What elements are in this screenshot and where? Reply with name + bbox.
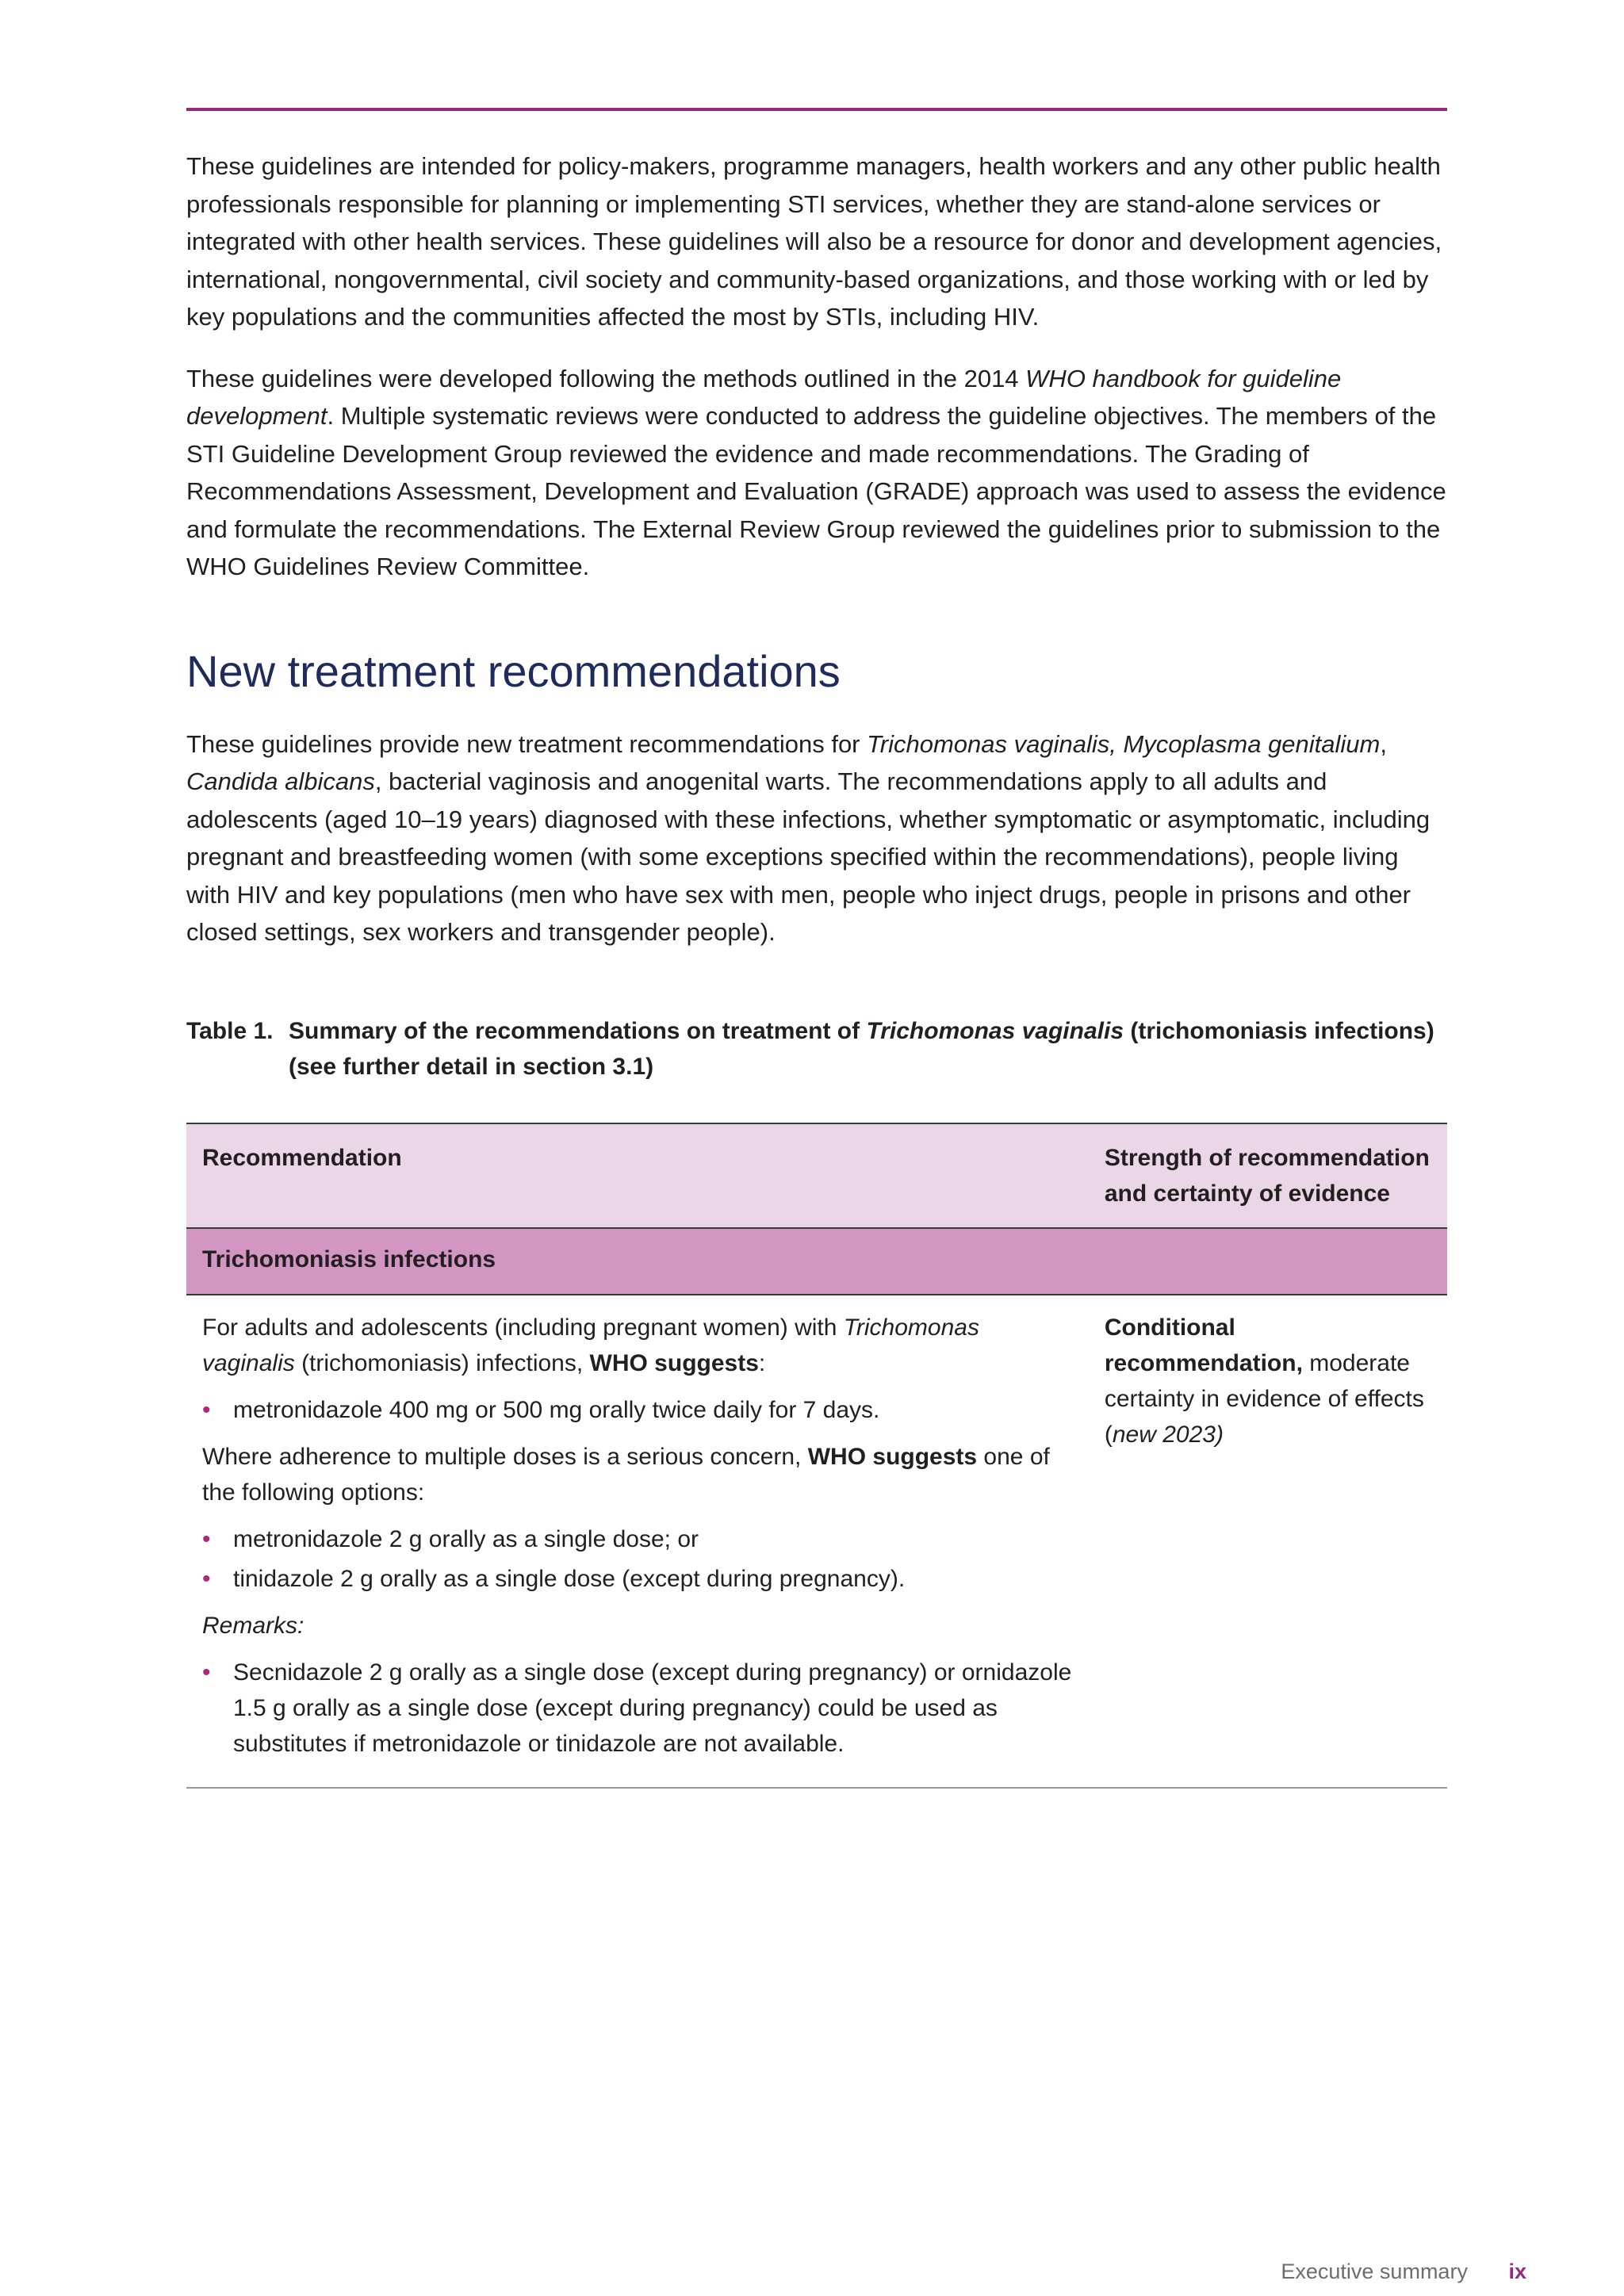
strength-cell: Conditional recommendation, moderate certainty in evidence of effects (new 2023): [1089, 1295, 1447, 1788]
page-content: [186, 147, 1447, 1789]
top-rule: [186, 108, 1447, 111]
table-label: Table 1.: [186, 1017, 274, 1044]
section-heading: New treatment recommendations: [186, 645, 841, 696]
group-label: Trichomoniasis infections: [186, 1228, 1447, 1295]
list-item: • metronidazole 2 g orally as a single dose; or: [202, 1521, 1073, 1557]
table-group-row: [186, 1228, 1447, 1295]
header-strength: Strength of recommendation and certainty of evidence: [1089, 1123, 1447, 1228]
primary-options-list: [202, 1392, 1073, 1428]
table-header-row: [186, 1123, 1447, 1228]
footer-section: Executive summary: [1281, 2260, 1468, 2283]
section-paragraph: These guidelines provide new treatment recommendations for Trichomonas vaginalis, Mycoplasma genitalium, Candida albicans, bacterial vaginosis and anogenital warts. The recommendations apply to all adults and adolescents (aged 10–19 years) diagnosed with these infections, whether symptomatic or asymptomatic, including pregnant and breastfeeding women (with some exceptions specified within the recommendations), people living with HIV and key populations (men who have sex with men, people who inject drugs, people in prisons and other closed settings, sex workers and transgender people).: [186, 729, 1431, 946]
alternative-options-list: [202, 1521, 1073, 1597]
recommendation-cell: [186, 1295, 1089, 1788]
table-caption: Table 1. Summary of the recommendations on treatment of Trichomonas vaginalis (trichomoniasis infections) (see further detail in section 3.1): [186, 1013, 1447, 1085]
list-item: • metronidazole 400 mg or 500 mg orally twice daily for 7 days.: [202, 1392, 1073, 1428]
page-number: ix: [1508, 2260, 1526, 2283]
intro-paragraph-1: These guidelines are intended for policy-makers, programme managers, health workers and any other public health professionals responsible for planning or implementing STI services, whether they are stand-alone services or integrated with other health services. These guidelines will also be a resource for donor and development agencies, international, nongovernmental, civil society and community-based organizations, and those working with or led by key populations and the communities affected the most by STIs, including HIV.: [186, 152, 1442, 331]
remarks-label: Remarks:: [202, 1612, 304, 1639]
handbook-title: WHO handbook for guideline development: [186, 364, 1342, 430]
list-item: • Secnidazole 2 g orally as a single dose (except during pregnancy) or ornidazole 1.5 g orally as a single dose (except during pregnancy) could be used as substitutes if metronidazole or tinidazole are not available.: [202, 1655, 1073, 1762]
page-footer: [1281, 2258, 1526, 2285]
adherence-paragraph: Where adherence to multiple doses is a serious concern, WHO suggests one of the following options:: [202, 1443, 1050, 1506]
recommendation-intro: For adults and adolescents (including pregnant women) with Trichomonas vaginalis (trichomoniasis) infections, WHO suggests:: [202, 1314, 979, 1376]
list-item: • tinidazole 2 g orally as a single dose (except during pregnancy).: [202, 1561, 1073, 1597]
intro-paragraph-2: These guidelines were developed following the methods outlined in the 2014 WHO handbook for guideline development. Multiple systematic reviews were conducted to address the guideline objectives. The members of the STI Guideline Development Group reviewed the evidence and made recommendations. The Grading of Recommendations Assessment, Development and Evaluation (GRADE) approach was used to assess the evidence and formulate the recommendations. The External Review Group reviewed the guidelines prior to submission to the WHO Guidelines Review Committee.: [186, 364, 1446, 580]
header-recommendation: Recommendation: [186, 1123, 1089, 1228]
recommendations-table: [186, 1123, 1447, 1789]
remarks-list: [202, 1655, 1073, 1762]
table-row: [186, 1295, 1447, 1788]
